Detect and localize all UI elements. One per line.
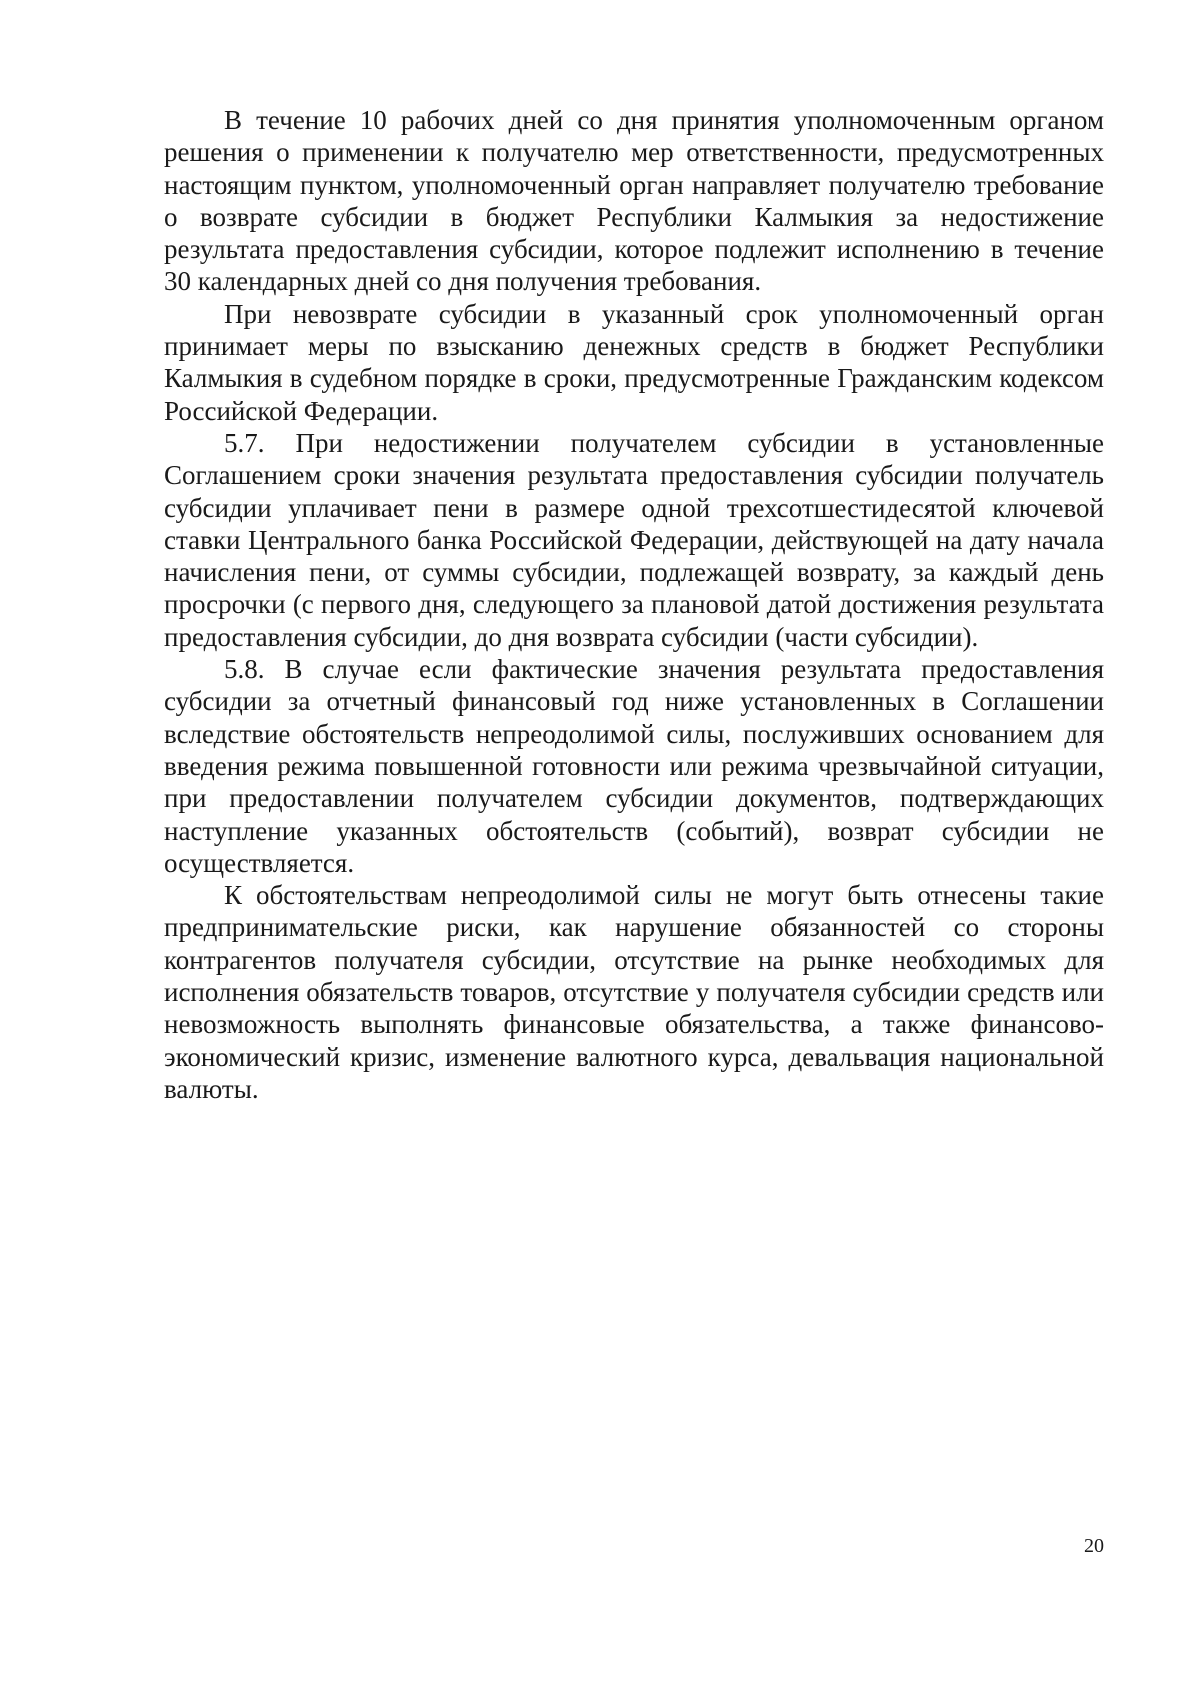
paragraph-5-8-force-majeure: 5.8. В случае если фактические значения результата предоставления субсидии за отчетный финансовый год ниже установленных в Соглашении вследствие обстоятельств непреодолимой силы, послуживших основанием для введения режима повышенной готовности или режима чрезвычайной ситуации, при предоставлении получателем субсидии документов, подтверждающих наступление указанных обстоятельств (событий), возврат субсидии не осуществляется. bbox=[164, 654, 1104, 878]
paragraph-non-return: При невозврате субсидии в указанный срок уполномоченный орган принимает меры по взысканию денежных средств в бюджет Республики Калмыкия в судебном порядке в сроки, предусмотренные Гражданским кодексом Российской Федерации. bbox=[164, 298, 1104, 426]
page-number: 20 bbox=[1084, 1535, 1104, 1557]
paragraph-force-majeure-exclusions: К обстоятельствам непреодолимой силы не могут быть отнесены такие предпринимательские риски, как нарушение обязанностей со стороны контрагентов получателя субсидии, отсутствие на рынке необходимых для исполнения обязательств товаров, отсутствие у получателя субсидии средств или невозможность выполнять финансовые обязательства, а также финансово-экономический кризис, изменение валютного курса, девальвация национальной валюты. bbox=[164, 880, 1104, 1104]
paragraph-5-7-penalty: 5.7. При недостижении получателем субсидии в установленные Соглашением сроки значения результата предоставления субсидии получатель субсидии уплачивает пени в размере одной трехсотшестидесятой ключевой ставки Центрального банка Российской Федерации, действующей на дату начала начисления пени, от суммы субсидии, подлежащей возврату, за каждый день просрочки (с первого дня, следующего за плановой датой достижения результата предоставления субсидии, до дня возврата субсидии (части субсидии). bbox=[164, 427, 1104, 652]
document-body bbox=[164, 104, 1104, 1105]
paragraph-refund-demand: В течение 10 рабочих дней со дня принятия уполномоченным органом решения о применении к получателю мер ответственности, предусмотренных настоящим пунктом, уполномоченный орган направляет получателю требование о возврате субсидии в бюджет Республики Калмыкия за недостижение результата предоставления субсидии, которое подлежит исполнению в течение 30 календарных дней со дня получения требования. bbox=[164, 105, 1104, 297]
